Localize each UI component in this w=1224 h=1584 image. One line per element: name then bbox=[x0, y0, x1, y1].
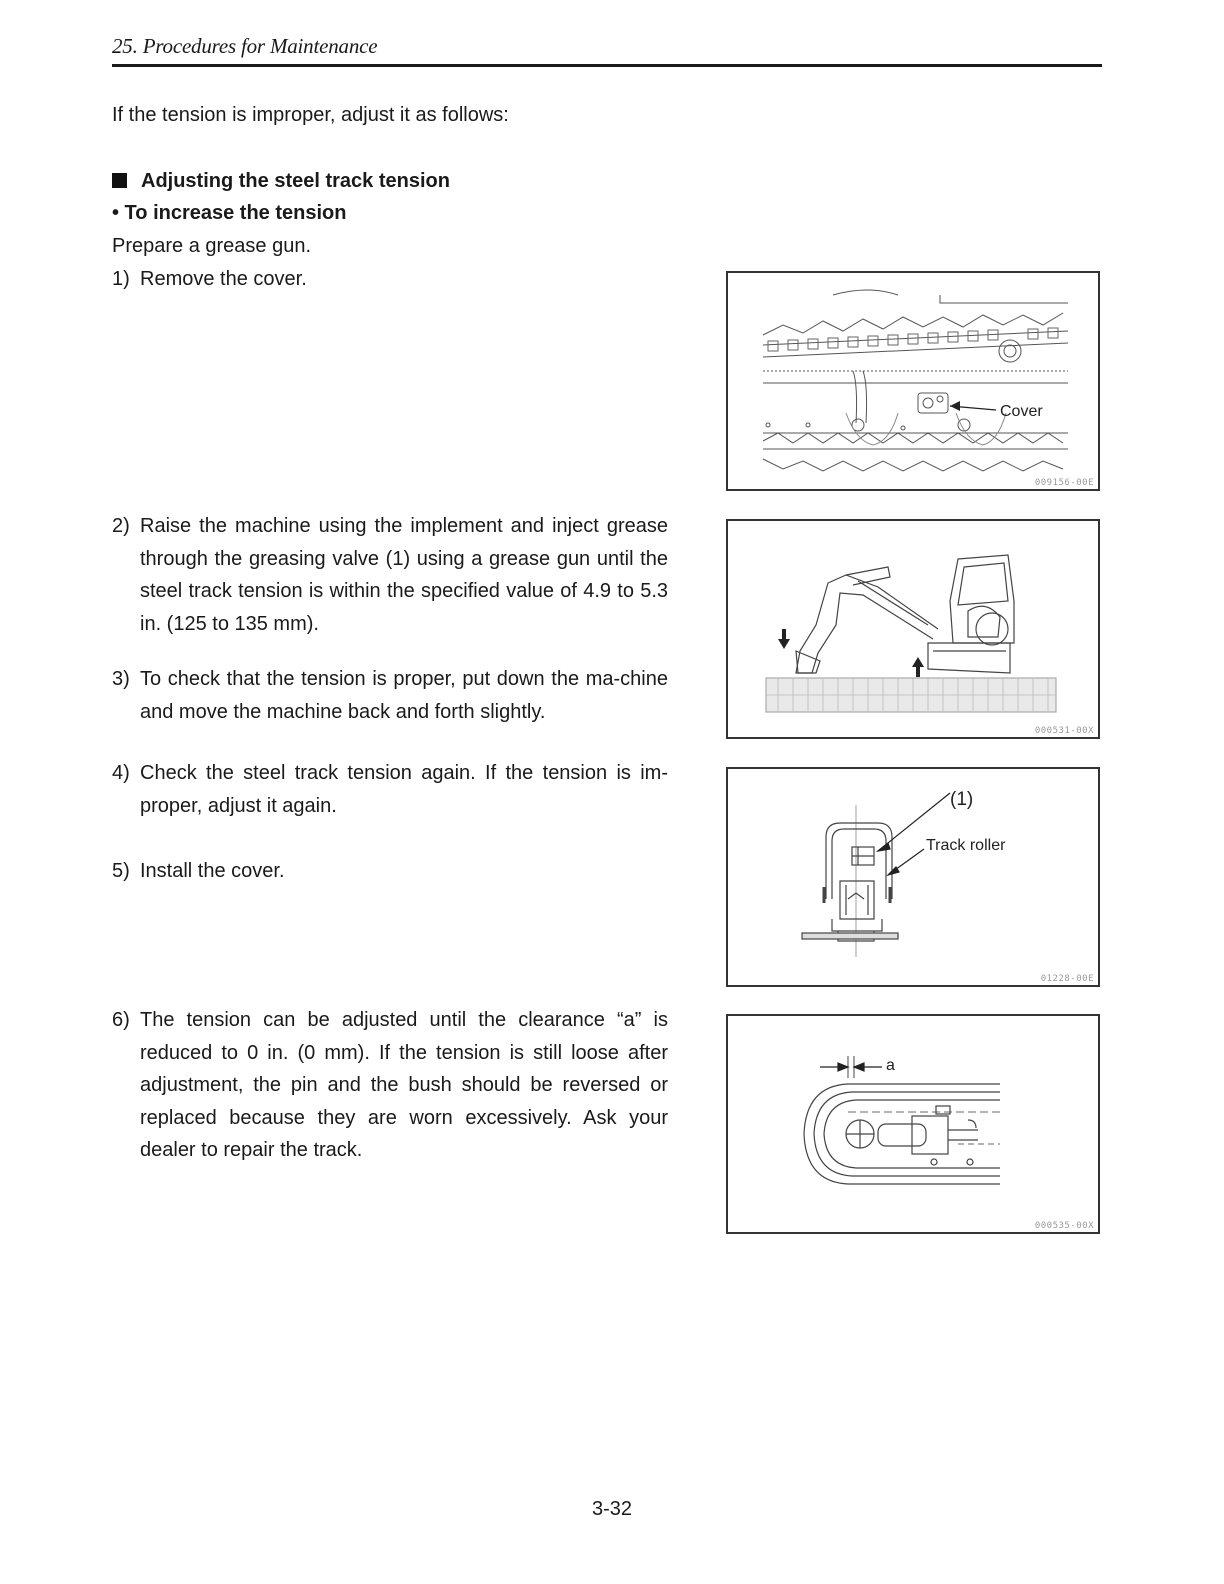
prep-text: Prepare a grease gun. bbox=[112, 235, 312, 257]
step-1 bbox=[112, 263, 668, 296]
clearance-a-label: a bbox=[886, 1057, 895, 1074]
section-heading-text: Adjusting the steel track tension bbox=[141, 170, 450, 192]
track-side-view-drawing bbox=[728, 273, 1098, 489]
step-text: Check the steel track tension again. If the tension is im-proper, adjust it again. bbox=[140, 762, 668, 817]
figure-code: 01228-00E bbox=[1040, 974, 1094, 984]
step-6 bbox=[112, 1004, 668, 1167]
cover-label: Cover bbox=[1000, 403, 1043, 420]
intro-text: If the tension is improper, adjust it as follows: bbox=[112, 104, 509, 126]
header-rule bbox=[112, 64, 1102, 67]
subheading: • To increase the tension bbox=[112, 202, 347, 224]
step-5 bbox=[112, 855, 668, 888]
page-number: 3-32 bbox=[591, 1498, 633, 1520]
step-number: 1) bbox=[112, 268, 130, 290]
track-roller-label: Track roller bbox=[926, 837, 1006, 854]
step-number: 3) bbox=[112, 668, 130, 690]
figure-clearance bbox=[726, 1014, 1100, 1234]
step-text: To check that the tension is proper, put down the ma-chine and move the machine back and forth slightly. bbox=[140, 668, 668, 723]
step-text: Install the cover. bbox=[140, 860, 285, 882]
figure-code: 009156-00E bbox=[1034, 478, 1094, 488]
figure-track-roller bbox=[726, 767, 1100, 987]
step-text: Raise the machine using the implement and inject grease through the greasing valve (1) using a grease gun until the steel track tension is within the specified value of 4.9 to 5.3 in. (125 to 135 mm). bbox=[140, 515, 668, 635]
figure-code: 000531-00X bbox=[1034, 726, 1094, 736]
step-2 bbox=[112, 510, 668, 640]
step-number: 6) bbox=[112, 1009, 130, 1031]
step-3 bbox=[112, 663, 668, 728]
step-number: 4) bbox=[112, 762, 130, 784]
section-heading bbox=[112, 165, 450, 198]
square-bullet-icon bbox=[112, 173, 127, 188]
step-text: Remove the cover. bbox=[140, 268, 307, 290]
page-header-title: 25. Procedures for Maintenance bbox=[112, 34, 378, 58]
excavator-drawing bbox=[728, 521, 1098, 737]
figure-track-cover bbox=[726, 271, 1100, 491]
step-text: The tension can be adjusted until the clearance “a” is reduced to 0 in. (0 mm). If the tension is still loose after adjustment, the pin and the bush should be reversed or replaced because they are worn excessively. Ask your dealer to repair the track. bbox=[140, 1009, 668, 1162]
figure-excavator-raise bbox=[726, 519, 1100, 739]
valve-label: (1) bbox=[950, 789, 974, 810]
step-number: 5) bbox=[112, 860, 130, 882]
step-number: 2) bbox=[112, 515, 130, 537]
step-4 bbox=[112, 757, 668, 822]
track-roller-drawing bbox=[728, 769, 1098, 985]
clearance-drawing bbox=[728, 1016, 1098, 1232]
figure-code: 000535-00X bbox=[1034, 1221, 1094, 1231]
